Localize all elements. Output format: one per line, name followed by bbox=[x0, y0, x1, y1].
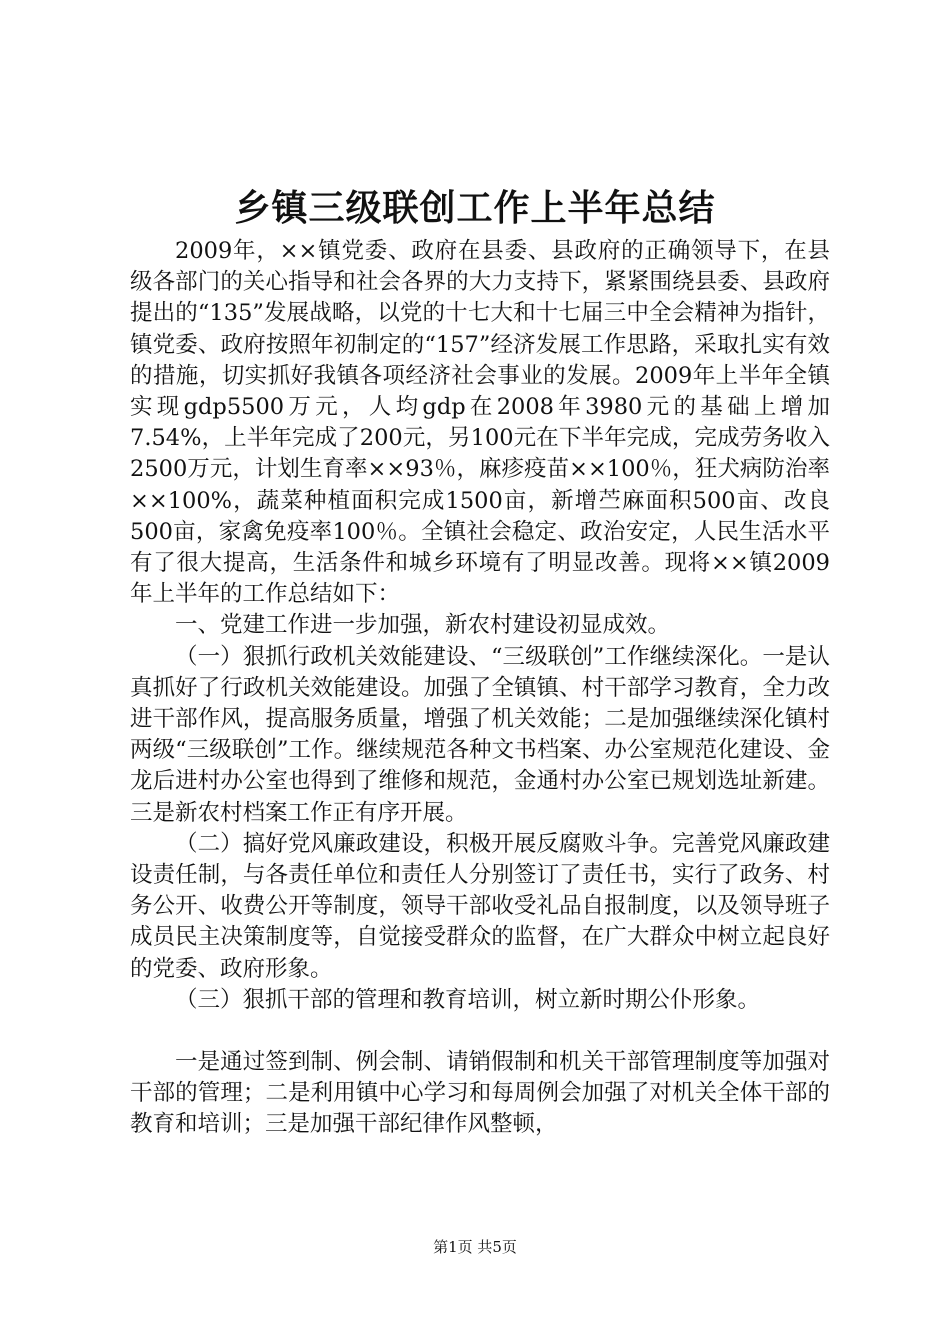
paragraph-subsection-1: （一）狠抓行政机关效能建设、“三级联创”工作继续深化。一是认真抓好了行政机关效能建设。加强了全镇镇、村干部学习教育，全力改进干部作风，提高服务质量，增强了机关效能；二是加强继续深化镇村两级“三级联创”工作。继续规范各种文书档案、办公室规范化建设、金龙后进村办公室也得到了维修和规范，金通村办公室已规划选址新建。三是新农村档案工作正有序开展。 bbox=[130, 643, 830, 826]
paragraph-intro: 2009年，××镇党委、政府在县委、县政府的正确领导下，在县级各部门的关心指导和社会各界的大力支持下，紧紧围绕县委、县政府提出的“135”发展战略，以党的十七大和十七届三中全会精神为指针，镇党委、政府按照年初制定的“157”经济发展工作思路，采取扎实有效的措施，切实抓好我镇各项经济社会事业的发展。2009年上半年全镇实现gdp5500万元，人均gdp在2008年3980元的基础上增加7.54%，上半年完成了200元，另100元在下半年完成，完成劳务收入2500万元，计划生育率××93％，麻疹疫苗××100％，狂犬病防治率××100%，蔬菜种植面积完成1500亩，新增苎麻面积500亩、改良500亩，家禽免疫率100％。全镇社会稳定、政治安定，人民生活水平有了很大提高，生活条件和城乡环境有了明显改善。现将××镇2009年上半年的工作总结如下： bbox=[130, 238, 830, 608]
document-body bbox=[130, 236, 830, 1141]
paragraph-section-1-heading: 一、党建工作进一步加强，新农村建设初显成效。 bbox=[175, 612, 671, 639]
paragraph-subsection-3-heading: （三）狠抓干部的管理和教育培训，树立新时期公仆形象。 bbox=[175, 986, 761, 1013]
paragraph-subsection-3-body: 一是通过签到制、例会制、请销假制和机关干部管理制度等加强对干部的管理；二是利用镇中心学习和每周例会加强了对机关全体干部的教育和培训；三是加强干部纪律作风整顿， bbox=[130, 1049, 830, 1138]
page-indicator: 第1页 共5页 bbox=[433, 1238, 517, 1256]
paragraph-subsection-2: （二）搞好党风廉政建设，积极开展反腐败斗争。完善党风廉政建设责任制，与各责任单位和责任人分别签订了责任书，实行了政务、村务公开、收费公开等制度，领导干部收受礼品自报制度，以及领导班子成员民主决策制度等，自觉接受群众的监督，在广大群众中树立起良好的党委、政府形象。 bbox=[130, 830, 830, 982]
document-title: 乡镇三级联创工作上半年总结 bbox=[234, 187, 716, 229]
